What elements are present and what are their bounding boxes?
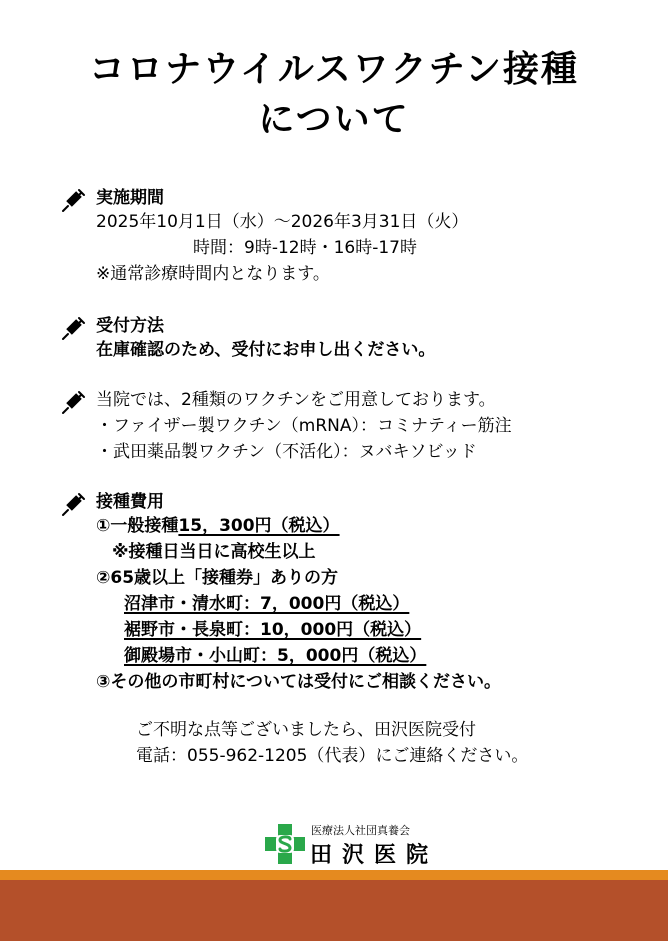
page-title-line1: コロナウイルスワクチン接種 [88, 49, 580, 90]
cost-senior-heading: ②65歳以上「接種券」ありの方 [96, 568, 339, 588]
syringe-icon [60, 390, 86, 416]
contact-line1: ご不明な点等ございましたら、田沢医院受付 [136, 720, 476, 740]
period-dates: 2025年10月1日（水）～2026年3月31日（火） [96, 212, 469, 232]
period-heading: 実施期間 [96, 188, 164, 208]
cost-senior-row: 沼津市・清水町：7，000円（税込） [124, 594, 410, 614]
vaccine-item: ・ファイザー製ワクチン（mRNA）：コミナティー筋注 [96, 416, 512, 436]
syringe-icon [60, 492, 86, 518]
cost-other: ③その他の市町村については受付にご相談ください。 [96, 672, 502, 692]
cost-senior-row: 裾野市・長泉町：10，000円（税込） [124, 620, 422, 640]
clinic-name: 田沢医院 [310, 843, 439, 868]
footer-bar [0, 870, 668, 941]
contact-line2: 電話：055-962-1205（代表）にご連絡ください。 [136, 746, 529, 766]
cost-general-note: ※接種日当日に高校生以上 [112, 542, 316, 562]
period-hours: 時間：9時-12時・16時-17時 [193, 238, 417, 258]
footer-stripe [0, 870, 668, 880]
cost-general-price: 15，300円（税込） [178, 516, 340, 536]
syringe-icon [60, 188, 86, 214]
page-title-line2: について [258, 99, 410, 140]
vaccines-intro: 当院では、2種類のワクチンをご用意しております。 [96, 390, 496, 410]
period-note: ※通常診療時間内となります。 [96, 264, 330, 284]
syringe-icon [60, 316, 86, 342]
cost-heading: 接種費用 [96, 492, 164, 512]
cost-general [96, 514, 340, 538]
reception-heading: 受付方法 [96, 316, 164, 336]
reception-text: 在庫確認のため、受付にお申し出ください。 [96, 340, 436, 360]
corporation-name: 医療法人社団真養会 [311, 824, 410, 837]
cost-general-label: ①一般接種 [96, 516, 179, 536]
cost-senior-row: 御殿場市・小山町：5，000円（税込） [124, 646, 427, 666]
clinic-logo-icon [263, 822, 307, 866]
vaccine-item: ・武田薬品製ワクチン（不活化）：ヌバキソビッド [96, 442, 477, 462]
